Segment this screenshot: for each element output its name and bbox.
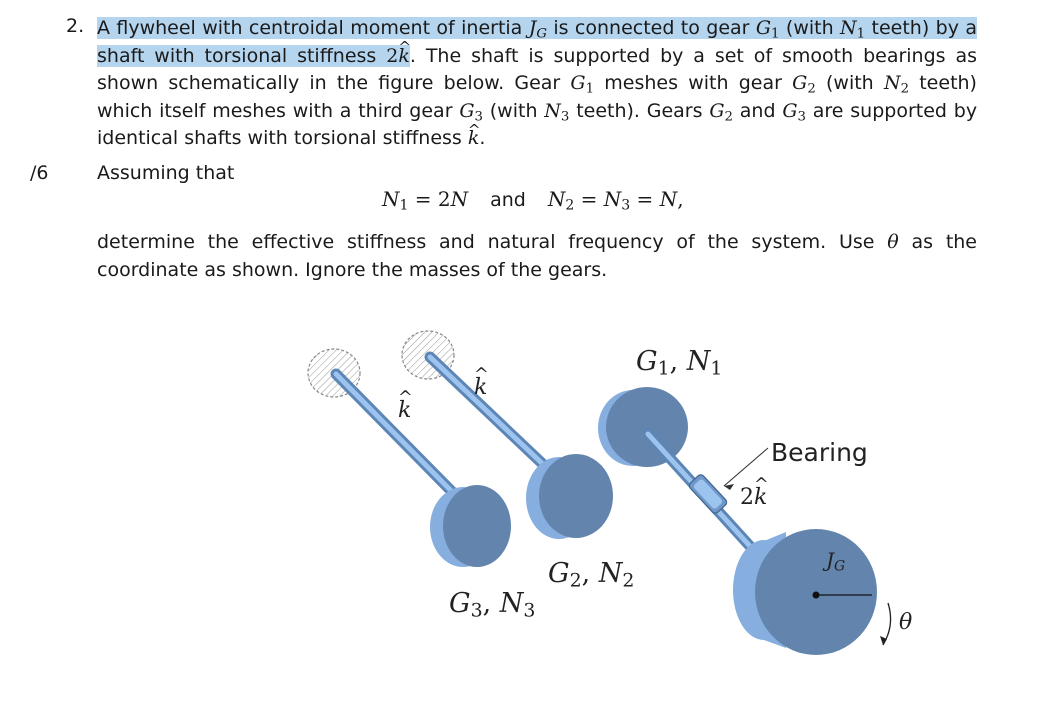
label-2k: 2^ k bbox=[740, 485, 767, 510]
label-bearing: Bearing bbox=[771, 438, 868, 467]
label-g1-n1: $G_1$, $N_1$ bbox=[636, 346, 723, 380]
label-g2-n2: $G_2$, $N_2$ bbox=[548, 558, 635, 592]
assuming-text: Assuming that bbox=[97, 162, 235, 184]
flywheel bbox=[733, 529, 877, 655]
gear-g3 bbox=[430, 485, 511, 567]
highlighted-text[interactable]: A flywheel with centroidal moment of inertia $J_G$ is connected to gear $G_1$ (with $N_1$ teeth) by a shaft with torsional stiffness 2^ k bbox=[97, 17, 977, 67]
problem-number: 2. bbox=[66, 15, 85, 37]
label-k-g3: ^ k bbox=[398, 398, 411, 423]
label-theta: θ bbox=[899, 610, 913, 635]
given-equation: $N_1 = 2N$ and $N_2 = N_3 = N$, bbox=[382, 187, 684, 214]
theta-arrowhead bbox=[880, 636, 887, 645]
problem-intro: A flywheel with centroidal moment of inertia $J_G$ is connected to gear $G_1$ (with $N_1$ teeth) by a shaft with torsional stiffness 2^ k. The shaft is supported by a set of smooth bearings as shown schematically in the figure below. Gear $G_1$ meshes with gear $G_2$ (with $N_2$ teeth) which itself meshes with a third gear $G_3$ (with $N_3$ teeth). Gears $G_2$ and $G_3$ are supported by identical shafts with torsional stiffness ^ k. bbox=[97, 15, 977, 153]
marks-label: /6 bbox=[30, 162, 49, 184]
bearing bbox=[688, 473, 728, 515]
gear-g2 bbox=[526, 454, 613, 539]
label-k-g2: ^ k bbox=[474, 375, 487, 400]
label-g3-n3: $G_3$, $N_3$ bbox=[449, 588, 536, 622]
problem-question: determine the effective stiffness and natural frequency of the system. Use θ as the coordinate as shown. Ignore the masses of the gears. bbox=[97, 231, 977, 281]
label-jg: $J_G$ bbox=[826, 548, 846, 575]
